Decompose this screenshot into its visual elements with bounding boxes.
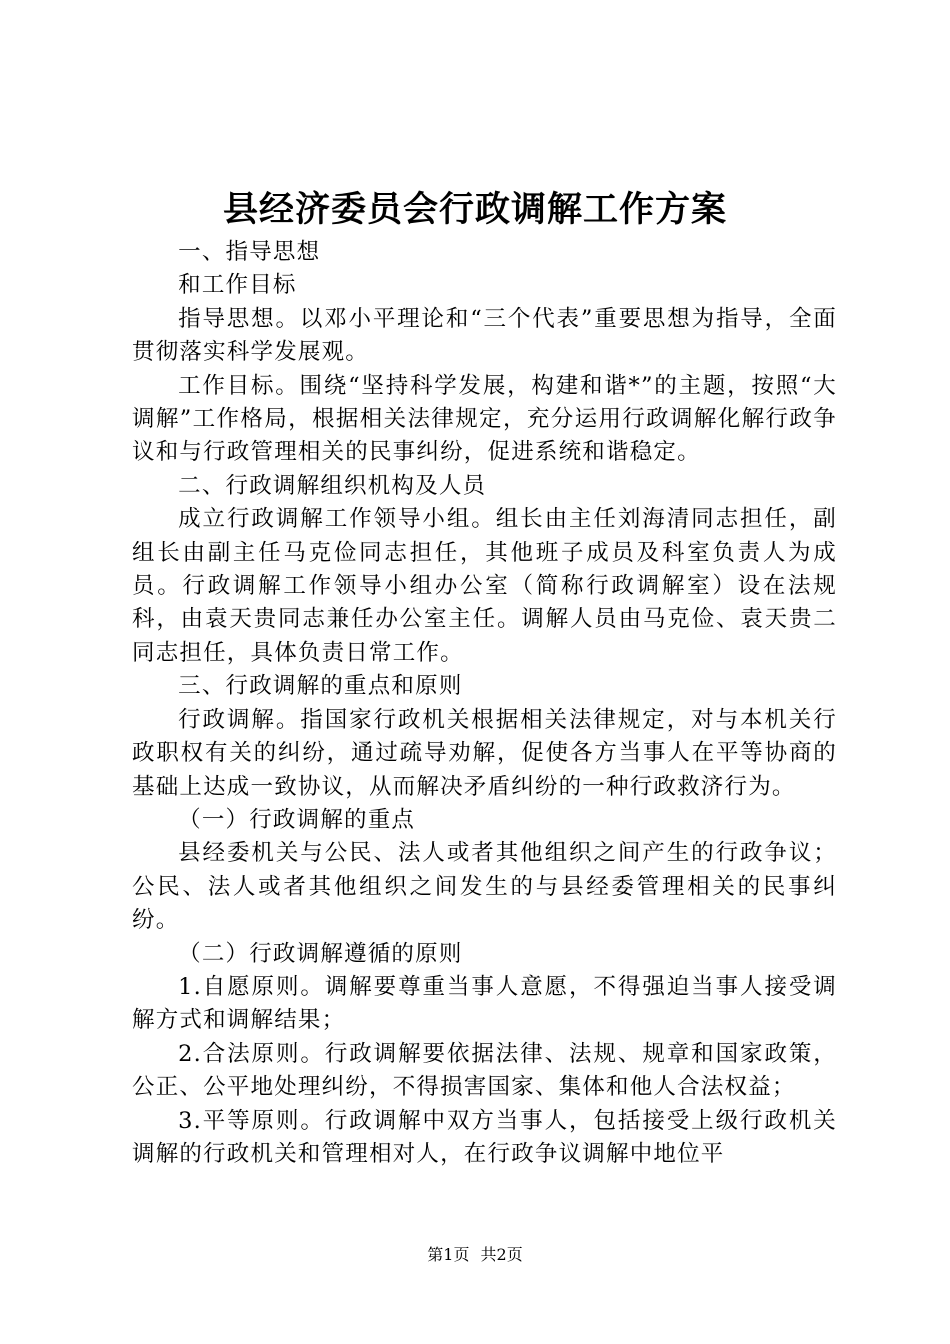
section-heading: 二、行政调解组织机构及人员 — [178, 472, 487, 499]
subsection-heading: （一）行政调解的重点 — [178, 806, 416, 833]
list-item: 1.自愿原则。调解要尊重当事人意愿，不得强迫当事人接受调解方式和调解结果； — [132, 973, 837, 1034]
document-title: 县经济委员会行政调解工作方案 — [222, 189, 727, 230]
page-number: 第1页 — [427, 1245, 470, 1264]
paragraph: 工作目标。围绕“坚持科学发展，构建和谐*”的主题，按照“大调解”工作格局，根据相关法律规定，充分运用行政调解化解行政争议和与行政管理相关的民事纠纷，促进系统和谐稳定。 — [132, 372, 837, 466]
paragraph: 指导思想。以邓小平理论和“三个代表”重要思想为指导，全面贯彻落实科学发展观。 — [132, 305, 837, 366]
document-body — [132, 236, 837, 1171]
section-heading: 一、指导思想 — [178, 239, 321, 265]
section-heading-continued: 和工作目标 — [178, 272, 297, 299]
paragraph: 县经委机关与公民、法人或者其他组织之间产生的行政争议；公民、法人或者其他组织之间发生的与县经委管理相关的民事纠纷。 — [132, 840, 837, 934]
subsection-heading: （二）行政调解遵循的原则 — [178, 940, 463, 967]
section-heading: 三、行政调解的重点和原则 — [178, 673, 463, 700]
list-item: 3.平等原则。行政调解中双方当事人，包括接受上级行政机关调解的行政机关和管理相对人，在行政争议调解中地位平 — [132, 1107, 837, 1167]
page-total: 共2页 — [480, 1245, 523, 1264]
page-footer — [0, 1244, 950, 1266]
paragraph: 行政调解。指国家行政机关根据相关法律规定，对与本机关行政职权有关的纠纷，通过疏导劝解，促使各方当事人在平等协商的基础上达成一致协议，从而解决矛盾纠纷的一种行政救济行为。 — [132, 706, 837, 800]
paragraph: 成立行政调解工作领导小组。组长由主任刘海清同志担任，副组长由副主任马克俭同志担任，其他班子成员及科室负责人为成员。行政调解工作领导小组办公室（简称行政调解室）设在法规科，由袁天贵同志兼任办公室主任。调解人员由马克俭、袁天贵二同志担任，具体负责日常工作。 — [132, 506, 837, 666]
list-item: 2.合法原则。行政调解要依据法律、法规、规章和国家政策，公正、公平地处理纠纷，不得损害国家、集体和他人合法权益； — [132, 1040, 837, 1101]
